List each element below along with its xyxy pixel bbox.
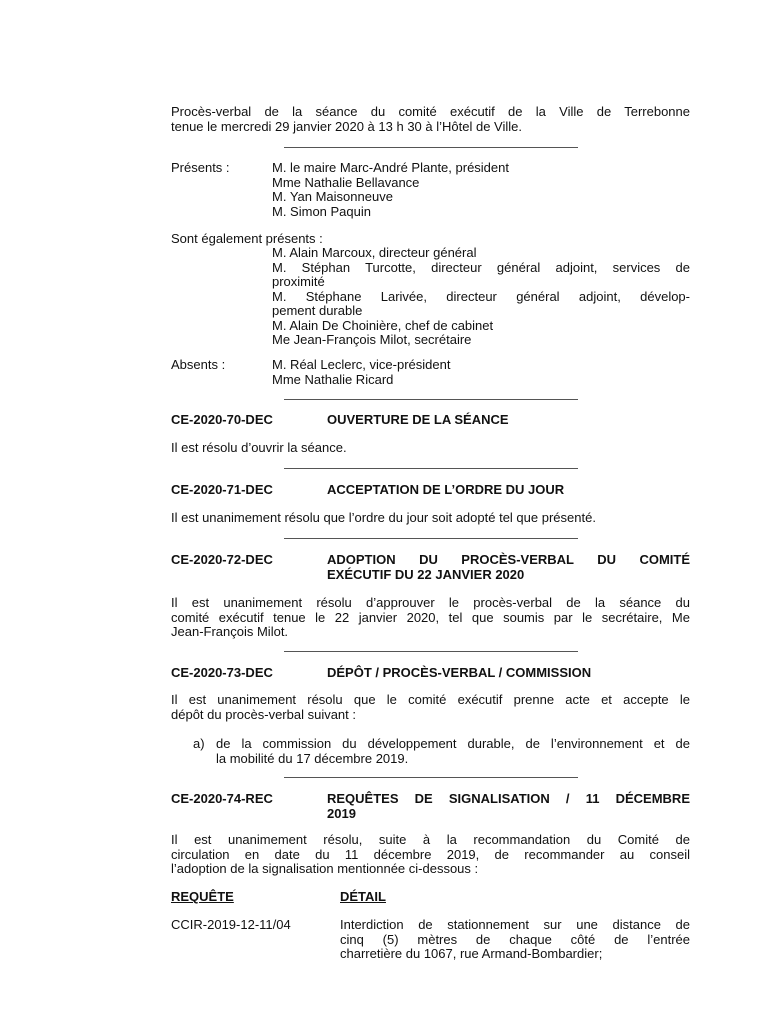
item-code: CE-2020-72-DEC: [171, 552, 273, 567]
item-title: DÉPÔT / PROCÈS-VERBAL / COMMISSION: [327, 665, 592, 680]
absents-label: Absents :: [171, 357, 226, 372]
item-text: [171, 693, 690, 722]
also-present-line: M. Alain De Choinière, chef de cabinet: [272, 317, 494, 333]
item-title: ACCEPTATION DE L’ORDRE DU JOUR: [327, 482, 565, 497]
list-item: [216, 737, 690, 766]
item-text-line: Il est unanimement résolu, suite à la recommandation du Comité de: [171, 832, 690, 847]
also-present-line: proximité: [272, 274, 325, 289]
presents-member: Mme Nathalie Bellavance: [272, 174, 420, 190]
separator: [284, 468, 578, 469]
presents-member: M. le maire Marc-André Plante, président: [272, 160, 509, 175]
absents-member: M. Réal Leclerc, vice-président: [272, 357, 451, 372]
item-text: [171, 833, 690, 877]
item-title-line: ADOPTION DU PROCÈS-VERBAL DU COMITÉ: [327, 552, 690, 567]
separator: [284, 147, 578, 148]
also-present-line: M. Stéphane Larivée, directeur général adjoint, dévelop-: [272, 288, 690, 304]
separator: [284, 538, 578, 539]
item-code: CE-2020-71-DEC: [171, 482, 273, 497]
table-header-request: REQUÊTE: [171, 889, 234, 904]
presents-member: M. Simon Paquin: [272, 203, 371, 219]
table-cell-detail-line: Interdiction de stationnement sur une distance de: [340, 917, 690, 932]
item-title-line: EXÉCUTIF DU 22 JANVIER 2020: [327, 566, 525, 582]
header-line-2: tenue le mercredi 29 janvier 2020 à 13 h 30 à l’Hôtel de Ville.: [171, 118, 522, 134]
item-code: CE-2020-70-DEC: [171, 412, 273, 427]
table-cell-detail-line: charretière du 1067, rue Armand-Bombardier;: [340, 946, 603, 961]
also-present-line: pement durable: [272, 303, 363, 318]
presents-member: M. Yan Maisonneuve: [272, 189, 393, 204]
separator: [284, 777, 578, 778]
absents-member: Mme Nathalie Ricard: [272, 371, 394, 387]
separator: [284, 651, 578, 652]
presents-label: Présents :: [171, 160, 230, 175]
presents-list: [272, 161, 690, 219]
table-cell-request: CCIR-2019-12-11/04: [171, 917, 291, 932]
also-present-list: [272, 246, 690, 348]
item-text-line: comité exécutif tenue le 22 janvier 2020, tel que soumis par le secrétaire, Me: [171, 609, 690, 625]
item-title-line: REQUÊTES DE SIGNALISATION / 11 DÉCEMBRE: [327, 791, 690, 806]
list-marker: a): [193, 736, 205, 751]
also-present-label: Sont également présents :: [171, 231, 323, 246]
item-text-line: Il est unanimement résolu d’approuver le procès-verbal de la séance du: [171, 595, 690, 610]
separator: [284, 399, 578, 400]
item-text-line: l’adoption de la signalisation mentionnée ci-dessous :: [171, 861, 479, 876]
list-item-line: de la commission du développement durable, de l’environnement et de: [216, 736, 690, 751]
item-title: OUVERTURE DE LA SÉANCE: [327, 412, 509, 427]
minutes-header: [171, 105, 690, 134]
table-cell-detail: [340, 918, 690, 962]
item-title-line: 2019: [327, 805, 356, 821]
item-text-line: dépôt du procès-verbal suivant :: [171, 706, 356, 722]
also-present-line: M. Stéphan Turcotte, directeur général adjoint, services de: [272, 259, 690, 275]
header-line-1: Procès-verbal de la séance du comité exécutif de la Ville de Terrebonne: [171, 104, 690, 119]
item-text-line: Jean-François Milot.: [171, 624, 289, 639]
item-text: Il est unanimement résolu que l’ordre du jour soit adopté tel que présenté.: [171, 510, 596, 525]
item-code: CE-2020-74-REC: [171, 791, 273, 806]
item-text-line: circulation en date du 11 décembre 2019, de recommander au conseil: [171, 846, 690, 862]
item-text: Il est résolu d’ouvrir la séance.: [171, 440, 347, 455]
item-title: [327, 792, 690, 821]
table-header-detail: DÉTAIL: [340, 889, 386, 904]
item-text-line: Il est unanimement résolu que le comité exécutif prenne acte et accepte le: [171, 692, 690, 707]
also-present-line: Me Jean-François Milot, secrétaire: [272, 332, 472, 347]
item-text: [171, 596, 690, 640]
also-present-line: M. Alain Marcoux, directeur général: [272, 245, 477, 260]
item-code: CE-2020-73-DEC: [171, 665, 273, 680]
table-cell-detail-line: cinq (5) mètres de chaque côté de l’entrée: [340, 931, 690, 947]
absents-list: [272, 358, 690, 387]
list-item-line: la mobilité du 17 décembre 2019.: [216, 750, 409, 766]
item-title: [327, 553, 690, 582]
